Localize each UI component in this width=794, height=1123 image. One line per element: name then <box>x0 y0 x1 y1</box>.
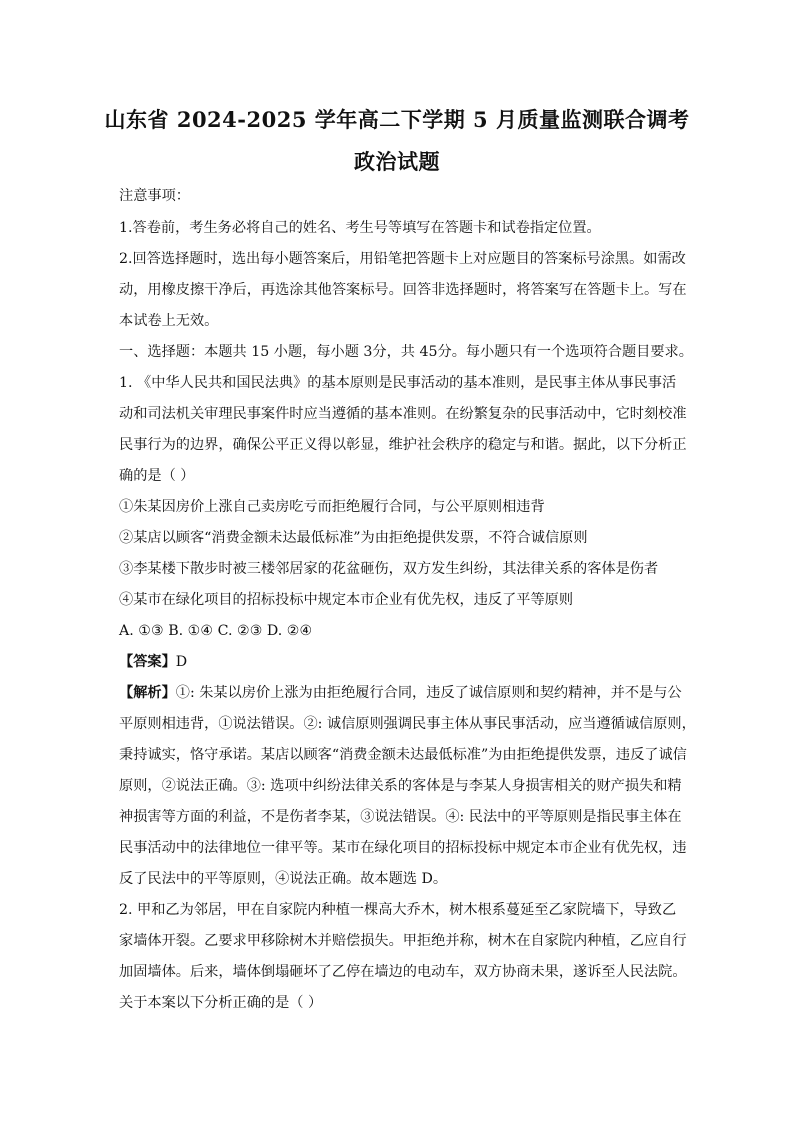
question-1-analysis-line-4: 原则，②说法正确。③: 选项中纠纷法律关系的客体是与李某人身损害相关的财产损失和精 <box>119 778 682 794</box>
answer-value: D <box>175 654 188 670</box>
question-1-analysis-line-2: 平原则相违背，①说法错误。②: 诚信原则强调民事主体从事民事活动，应当遵循诚信原则， <box>119 716 696 732</box>
question-1-option-1: ①朱某因房价上涨自己卖房吃亏而拒绝履行合同，与公平原则相违背 <box>119 499 545 515</box>
question-2-stem-line-3: 加固墙体。后来，墙体倒塌砸坏了乙停在墙边的电动车，双方协商未果，遂诉至人民法院。 <box>119 964 687 980</box>
answer-label: 【答案】 <box>119 654 176 670</box>
notice-heading: 注意事项： <box>119 188 190 204</box>
question-2-stem-line-4: 关于本案以下分析正确的是（ ） <box>119 995 323 1011</box>
notice-item-2-line-2: 动，用橡皮擦干净后，再选涂其他答案标号。回答非选择题时，将答案写在答题卡上。写在 <box>119 282 687 298</box>
question-1-answer <box>119 652 689 672</box>
question-1-stem-line-4: 确的是（ ） <box>119 468 195 484</box>
analysis-text: ①: 朱某以房价上涨为由拒绝履行合同，违反了诚信原则和契约精神，并不是与公 <box>175 685 682 701</box>
question-1-choices: A. ①③ B. ①④ C. ②③ D. ②④ <box>119 623 313 639</box>
question-1-analysis-line-3: 秉持诚实，恪守承诺。某店以顾客“消费金额未达最低标准”为由拒绝提供发票，违反了诚信 <box>119 747 687 763</box>
question-1-stem-line-2: 动和司法机关审理民事案件时应当遵循的基本准则。在纷繁复杂的民事活动中，它时刻校准 <box>119 406 687 422</box>
notice-item-1: 1.答卷前，考生务必将自己的姓名、考生号等填写在答题卡和试卷指定位置。 <box>119 220 601 236</box>
question-1-stem-line-1: 1. 《中华人民共和国民法典》的基本原则是民事活动的基本准则，是民事主体从事民事活 <box>119 375 677 391</box>
exam-title: 山东省 2024-2025 学年高二下学期 5 月质量监测联合调考 <box>104 107 690 132</box>
question-1-analysis-line-1 <box>119 683 689 703</box>
exam-subtitle: 政治试题 <box>354 149 440 174</box>
notice-item-2-line-3: 本试卷上无效。 <box>119 313 219 329</box>
question-1-stem-line-3: 民事行为的边界，确保公平正义得以彰显，维护社会秩序的稳定与和谐。据此，以下分析正 <box>119 437 687 453</box>
section-heading: 一、选择题：本题共 15 小题，每小题 3分，共 45分。每小题只有一个选项符合题目要求。 <box>119 344 693 360</box>
question-1-option-3: ③李某楼下散步时被三楼邻居家的花盆砸伤，双方发生纠纷，其法律关系的客体是伤者 <box>119 561 659 577</box>
analysis-label: 【解析】 <box>119 685 176 701</box>
question-1-option-4: ④某市在绿化项目的招标投标中规定本市企业有优先权，违反了平等原则 <box>119 592 574 608</box>
question-2-stem-line-1: 2. 甲和乙为邻居，甲在自家院内种植一棵高大乔木，树木根系蔓延至乙家院墙下，导致乙 <box>119 902 677 918</box>
question-1-analysis-line-6: 民事活动中的法律地位一律平等。某市在绿化项目的招标投标中规定本市企业有优先权，违 <box>119 840 687 856</box>
question-2-stem-line-2: 家墙体开裂。乙要求甲移除树木并赔偿损失。甲拒绝并称，树木在自家院内种植，乙应自行 <box>119 933 687 949</box>
question-1-option-2: ②某店以顾客“消费金额未达最低标准”为由拒绝提供发票，不符合诚信原则 <box>119 530 588 546</box>
notice-item-2-line-1: 2.回答选择题时，选出每小题答案后，用铅笔把答题卡上对应题目的答案标号涂黑。如需改 <box>119 251 686 267</box>
question-1-analysis-line-5: 神损害等方面的利益，不是伤者李某，③说法错误。④: 民法中的平等原则是指民事主体在 <box>119 809 682 825</box>
question-1-analysis-line-7: 反了民法中的平等原则，④说法正确。故本题选 D。 <box>119 871 448 887</box>
